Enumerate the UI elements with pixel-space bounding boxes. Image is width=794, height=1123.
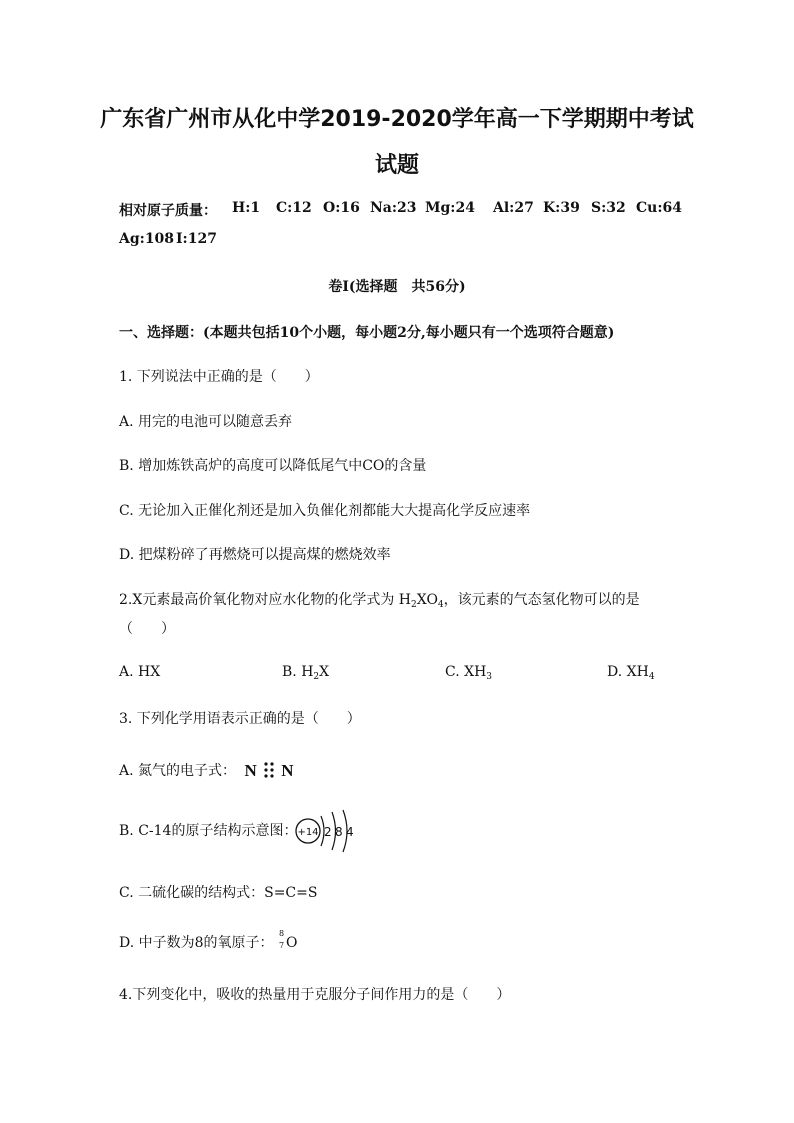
exam-title-line2: 试题	[374, 153, 419, 178]
n-left: N	[244, 761, 257, 780]
question-1-option-d: D. 把煤粉碎了再燃烧可以提高煤的燃烧效率	[119, 547, 391, 563]
q2-stem-text: ，该元素的气态氢化物可以的是	[443, 592, 640, 608]
shell-electron-count: 2	[324, 825, 332, 839]
question-3-option-c: C. 二硫化碳的结构式：S=C=S	[119, 885, 318, 901]
question-2-stem-line2: （ ）	[119, 621, 175, 637]
q2-sub: 2	[410, 600, 417, 610]
atomic-mass-item: Na:23	[370, 200, 417, 216]
triple-bond-dots-icon	[261, 761, 277, 779]
nuclide-notation	[278, 929, 286, 950]
atomic-mass-label: 相对原子质量：	[119, 203, 217, 219]
question-3-option-a	[119, 760, 294, 781]
question-2-option-b	[282, 664, 329, 682]
q2-sub: 4	[648, 672, 655, 682]
atomic-mass-item: Al:27	[493, 200, 534, 216]
atomic-mass-item: O:16	[323, 200, 360, 216]
part1-title: 一、选择题：(本题共包括10个小题，每小题2分,每小题只有一个选项符合题意)	[119, 325, 615, 341]
question-3-option-b	[119, 820, 297, 840]
question-1-option-c: C. 无论加入正催化剂还是加入负催化剂都能大大提高化学反应速率	[119, 503, 531, 519]
q3-d-text: D. 中子数为8的氧原子：	[119, 935, 274, 951]
question-3-option-d	[119, 929, 298, 952]
q2-opt-text: D. XH	[607, 664, 649, 680]
atomic-number: 7	[279, 941, 285, 950]
shell-electron-count: 4	[346, 825, 354, 839]
nitrogen-electron-formula	[244, 761, 293, 781]
q2-sub: 3	[486, 672, 493, 682]
question-3-stem: 3. 下列化学用语表示正确的是（ ）	[119, 711, 361, 727]
question-1-option-b: B. 增加炼铁高炉的高度可以降低尾气中CO的含量	[119, 458, 427, 474]
n-right: N	[281, 761, 294, 780]
question-4-stem: 4.下列变化中，吸收的热量用于克服分子间作用力的是（ ）	[119, 987, 511, 1003]
question-1-stem: 1. 下列说法中正确的是（ ）	[119, 369, 319, 385]
shell-electron-count: 8	[335, 825, 343, 839]
q2-sub: 4	[437, 600, 444, 610]
atomic-mass-item: Cu:64	[636, 200, 682, 216]
section-header: 卷Ⅰ(选择题 共56分)	[328, 279, 466, 295]
q2-stem-text: XO	[416, 592, 438, 608]
exam-title-line1: 广东省广州市从化中学2019-2020学年高一下学期期中考试	[100, 107, 694, 132]
question-2-option-a: A. HX	[119, 664, 161, 680]
atomic-structure-diagram	[294, 806, 358, 856]
question-1-option-a: A. 用完的电池可以随意丢弃	[119, 414, 293, 430]
q3-a-text: A. 氮气的电子式：	[119, 763, 237, 779]
question-2-option-d	[607, 664, 655, 682]
q2-opt-text: C. XH	[445, 664, 487, 680]
atomic-mass-item: Ag:108	[119, 231, 175, 247]
q2-stem-text: 2.X元素最高价氧化物对应水化物的化学式为 H	[119, 592, 411, 608]
q2-opt-text: B. H	[282, 664, 314, 680]
atomic-mass-item: I:127	[176, 231, 217, 247]
atomic-mass-item: S:32	[591, 200, 626, 216]
atomic-mass-item: H:1	[232, 200, 261, 216]
nucleus-charge: +14	[297, 827, 319, 838]
question-2-option-c	[445, 664, 492, 682]
question-2-stem	[119, 589, 640, 610]
mass-number: 8	[279, 929, 285, 938]
element-symbol: O	[286, 935, 298, 951]
atomic-mass-item: K:39	[543, 200, 580, 216]
atomic-mass-item: Mg:24	[425, 200, 475, 216]
atomic-mass-item: C:12	[276, 200, 312, 216]
q3-b-text: B. C-14的原子结构示意图：	[119, 823, 298, 839]
q2-sub: 2	[313, 672, 320, 682]
q2-opt-text: X	[319, 664, 330, 680]
